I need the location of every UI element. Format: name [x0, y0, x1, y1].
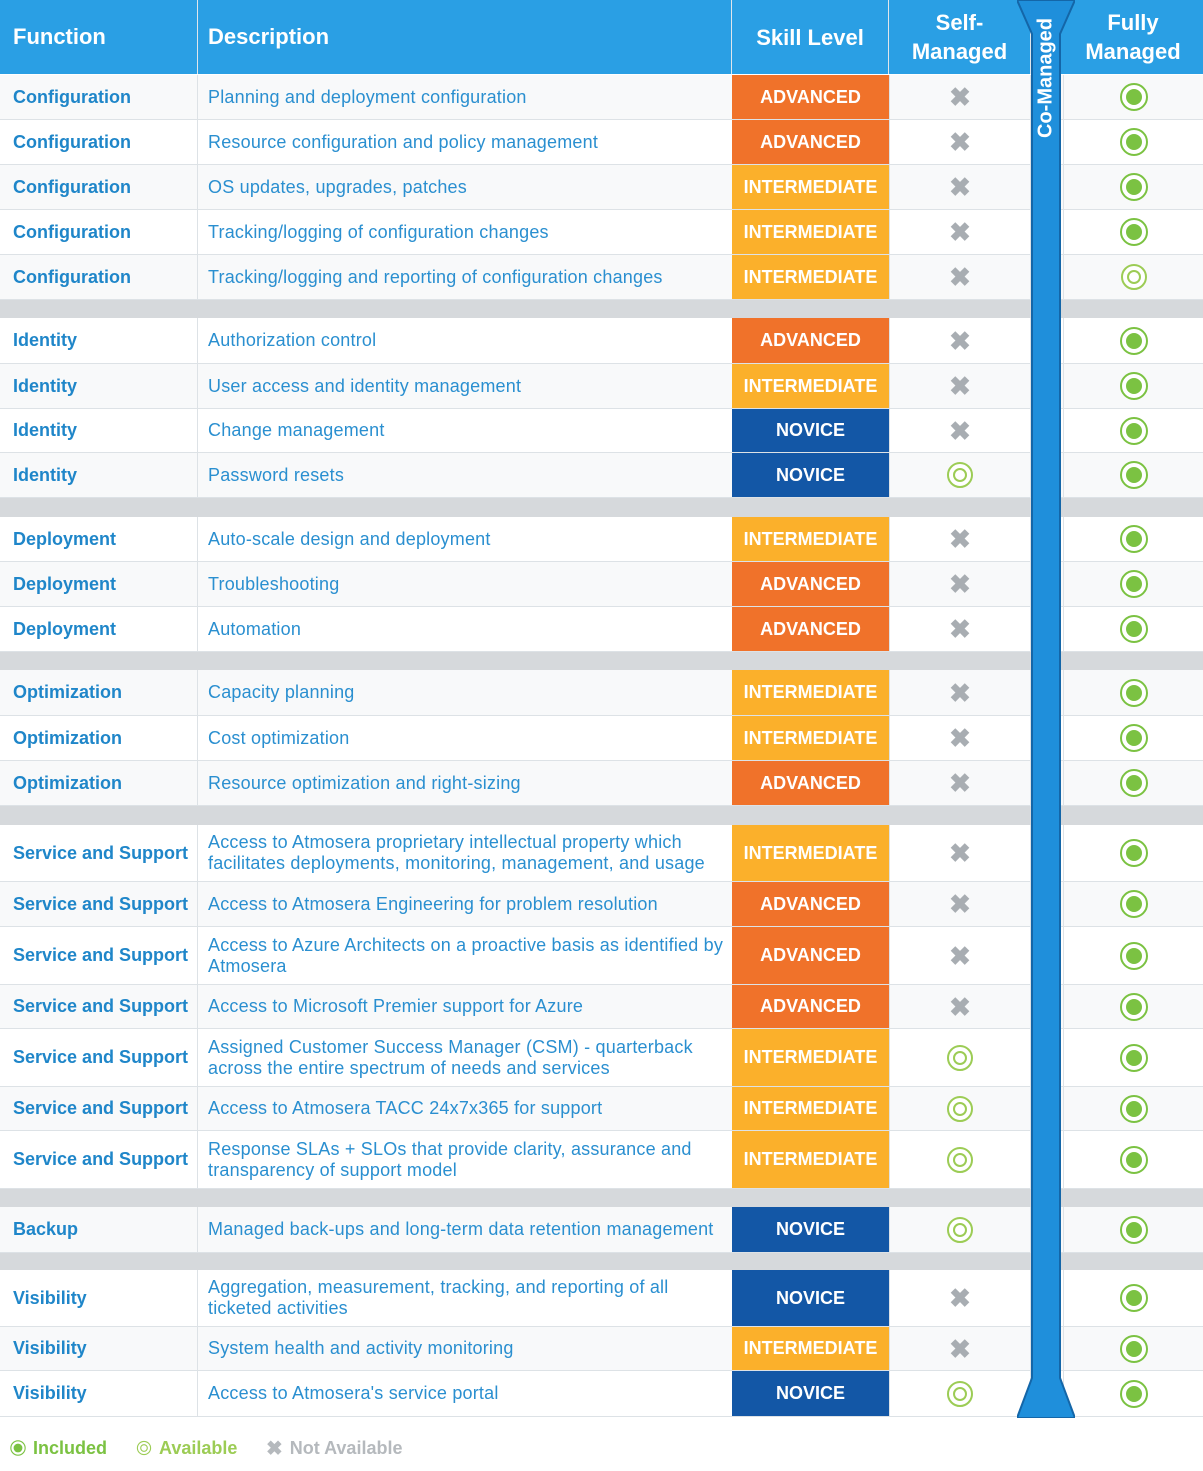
- self-managed-cell: [889, 318, 1031, 363]
- included-icon: [1120, 1284, 1148, 1312]
- included-icon: [1120, 83, 1148, 111]
- description-cell: Tracking/logging of configuration changes: [208, 221, 549, 242]
- self-managed-cell: [889, 120, 1031, 164]
- header-fully-managed: Fully Managed: [1085, 10, 1181, 64]
- description-cell: Change management: [208, 420, 385, 440]
- included-icon: [1120, 128, 1148, 156]
- function-cell: Deployment: [0, 562, 198, 606]
- included-icon: [1120, 461, 1148, 489]
- not-available-icon: ✖: [266, 1437, 283, 1460]
- description-cell: User access and identity management: [208, 375, 522, 396]
- fully-managed-cell: [1063, 210, 1203, 254]
- self-managed-cell: [889, 607, 1031, 651]
- description-cell: Automation: [208, 618, 302, 639]
- fully-managed-cell: [1063, 1029, 1203, 1086]
- header-skill-level: Skill Level: [732, 0, 889, 74]
- not-available-icon: ✖: [949, 889, 971, 919]
- skill-level-badge: INTERMEDIATE: [732, 1029, 889, 1086]
- function-cell: Backup: [0, 1207, 198, 1252]
- skill-level-badge: ADVANCED: [732, 927, 889, 984]
- function-cell: Identity: [0, 409, 198, 452]
- fully-managed-cell: [1063, 165, 1203, 209]
- included-icon: [1120, 724, 1148, 752]
- fully-managed-cell: [1063, 761, 1203, 805]
- skill-level-badge: INTERMEDIATE: [732, 1087, 889, 1130]
- included-icon: [1120, 1146, 1148, 1174]
- included-icon: [1120, 1216, 1148, 1244]
- description-cell: OS updates, upgrades, patches: [208, 176, 467, 197]
- available-icon: [1121, 264, 1147, 290]
- fully-managed-cell: [1063, 318, 1203, 363]
- self-managed-cell: [889, 1087, 1031, 1130]
- fully-managed-cell: [1063, 1270, 1203, 1326]
- fully-managed-cell: [1063, 1327, 1203, 1370]
- function-cell: Optimization: [0, 761, 198, 805]
- description-cell: Resource optimization and right-sizing: [208, 772, 521, 793]
- not-available-icon: ✖: [949, 127, 971, 157]
- skill-level-badge: NOVICE: [732, 1270, 889, 1326]
- legend-available-label: Available: [159, 1437, 238, 1458]
- description-cell: Tracking/logging and reporting of configuration changes: [208, 266, 663, 287]
- skill-level-badge: ADVANCED: [732, 761, 889, 805]
- available-icon: [947, 1147, 973, 1173]
- fully-managed-cell: [1063, 825, 1203, 881]
- function-cell: Configuration: [0, 120, 198, 164]
- description-cell: Cost optimization: [208, 727, 350, 748]
- description-cell: Authorization control: [208, 330, 377, 350]
- function-cell: Service and Support: [0, 927, 198, 984]
- description-cell: Aggregation, measurement, tracking, and reporting of all ticketed activities: [208, 1277, 669, 1318]
- description-cell: System health and activity monitoring: [208, 1338, 514, 1358]
- fully-managed-cell: [1063, 255, 1203, 299]
- function-cell: Service and Support: [0, 1087, 198, 1130]
- included-icon: [1120, 173, 1148, 201]
- not-available-icon: ✖: [949, 614, 971, 644]
- skill-level-badge: INTERMEDIATE: [732, 670, 889, 715]
- function-cell: Configuration: [0, 165, 198, 209]
- self-managed-cell: [889, 1029, 1031, 1086]
- skill-level-badge: INTERMEDIATE: [732, 825, 889, 881]
- not-available-icon: ✖: [949, 991, 971, 1022]
- legend-available: [136, 1436, 237, 1460]
- description-cell: Password resets: [208, 464, 345, 485]
- function-cell: Service and Support: [0, 985, 198, 1028]
- available-icon: [947, 1381, 973, 1407]
- skill-level-badge: INTERMEDIATE: [732, 364, 889, 408]
- skill-level-badge: ADVANCED: [732, 120, 889, 164]
- included-icon: [1120, 1380, 1148, 1408]
- header-self-managed: Self- Managed: [889, 0, 1031, 74]
- available-icon: [947, 1096, 973, 1122]
- self-managed-cell: [889, 364, 1031, 408]
- function-cell: Deployment: [0, 607, 198, 651]
- function-cell: Visibility: [0, 1327, 198, 1370]
- header-description: Description: [198, 0, 732, 74]
- included-icon: [1120, 525, 1148, 553]
- skill-level-badge: ADVANCED: [732, 985, 889, 1028]
- description-cell: Troubleshooting: [208, 573, 340, 594]
- self-managed-cell: [889, 210, 1031, 254]
- fully-managed-cell: [1063, 120, 1203, 164]
- not-available-icon: ✖: [949, 1333, 971, 1364]
- co-managed-label: Co-Managed: [1034, 18, 1057, 138]
- included-icon: [1120, 327, 1148, 355]
- co-managed-arrow: [1017, 0, 1075, 1418]
- included-icon: [1120, 570, 1148, 598]
- description-cell: Assigned Customer Success Manager (CSM) - quarterback across the entire spectrum of needs and services: [208, 1036, 693, 1078]
- fully-managed-cell: [1063, 75, 1203, 119]
- included-icon: [1120, 890, 1148, 918]
- included-icon: [1120, 993, 1148, 1021]
- skill-level-badge: ADVANCED: [732, 882, 889, 926]
- not-available-icon: ✖: [949, 723, 971, 753]
- skill-level-badge: NOVICE: [732, 453, 889, 497]
- legend-included: [10, 1436, 107, 1460]
- skill-level-badge: NOVICE: [732, 1207, 889, 1252]
- fully-managed-cell: [1063, 882, 1203, 926]
- description-cell: Auto-scale design and deployment: [208, 528, 491, 549]
- fully-managed-cell: [1063, 927, 1203, 984]
- self-managed-cell: [889, 761, 1031, 805]
- function-cell: Service and Support: [0, 1029, 198, 1086]
- fully-managed-cell: [1063, 517, 1203, 561]
- description-cell: Capacity planning: [208, 682, 355, 702]
- function-cell: Service and Support: [0, 825, 198, 881]
- description-cell: Access to Azure Architects on a proactive basis as identified by Atmosera: [208, 934, 724, 976]
- available-icon: [947, 1045, 973, 1071]
- self-managed-cell: [889, 255, 1031, 299]
- included-icon: [1120, 218, 1148, 246]
- fully-managed-cell: [1063, 453, 1203, 497]
- not-available-icon: ✖: [949, 1283, 971, 1313]
- function-cell: Identity: [0, 453, 198, 497]
- function-cell: Configuration: [0, 210, 198, 254]
- description-cell: Planning and deployment configuration: [208, 86, 527, 107]
- legend-not-available: [266, 1436, 402, 1460]
- function-cell: Optimization: [0, 670, 198, 715]
- function-cell: Configuration: [0, 75, 198, 119]
- self-managed-cell: [889, 825, 1031, 881]
- fully-managed-cell: [1063, 670, 1203, 715]
- fully-managed-cell: [1063, 562, 1203, 606]
- available-icon: [137, 1441, 151, 1455]
- fully-managed-cell: [1063, 1371, 1203, 1416]
- self-managed-cell: [889, 165, 1031, 209]
- function-cell: Service and Support: [0, 1131, 198, 1188]
- included-icon: [1120, 839, 1148, 867]
- self-managed-cell: [889, 1327, 1031, 1370]
- self-managed-cell: [889, 409, 1031, 452]
- skill-level-badge: NOVICE: [732, 409, 889, 452]
- function-cell: Identity: [0, 318, 198, 363]
- function-cell: Optimization: [0, 716, 198, 760]
- self-managed-cell: [889, 517, 1031, 561]
- skill-level-badge: ADVANCED: [732, 607, 889, 651]
- function-cell: Visibility: [0, 1270, 198, 1326]
- included-icon: [1120, 942, 1148, 970]
- available-icon: [947, 1217, 973, 1243]
- description-cell: Access to Atmosera proprietary intellectual property which facilitates deployments, monitoring, management, and usage: [208, 832, 705, 873]
- fully-managed-cell: [1063, 607, 1203, 651]
- self-managed-cell: [889, 453, 1031, 497]
- skill-level-badge: ADVANCED: [732, 318, 889, 363]
- description-cell: Response SLAs + SLOs that provide clarity, assurance and transparency of support model: [208, 1138, 692, 1180]
- self-managed-cell: [889, 716, 1031, 760]
- function-cell: Identity: [0, 364, 198, 408]
- function-cell: Service and Support: [0, 882, 198, 926]
- skill-level-badge: INTERMEDIATE: [732, 210, 889, 254]
- description-cell: Resource configuration and policy management: [208, 131, 599, 152]
- included-icon: [1120, 417, 1148, 445]
- skill-level-badge: INTERMEDIATE: [732, 255, 889, 299]
- not-available-icon: ✖: [949, 768, 971, 798]
- not-available-icon: ✖: [949, 940, 971, 971]
- included-icon: [1120, 679, 1148, 707]
- self-managed-cell: [889, 927, 1031, 984]
- not-available-icon: ✖: [949, 371, 971, 401]
- not-available-icon: ✖: [949, 82, 971, 112]
- self-managed-cell: [889, 670, 1031, 715]
- description-cell: Access to Microsoft Premier support for Azure: [208, 996, 584, 1016]
- self-managed-cell: [889, 1207, 1031, 1252]
- self-managed-cell: [889, 882, 1031, 926]
- skill-level-badge: INTERMEDIATE: [732, 517, 889, 561]
- included-icon: [1120, 615, 1148, 643]
- not-available-icon: ✖: [949, 262, 971, 292]
- fully-managed-cell: [1063, 409, 1203, 452]
- included-icon: [10, 1440, 25, 1455]
- fully-managed-cell: [1063, 364, 1203, 408]
- included-icon: [1120, 1335, 1148, 1363]
- self-managed-cell: [889, 1371, 1031, 1416]
- self-managed-cell: [889, 1270, 1031, 1326]
- description-cell: Managed back-ups and long-term data retention management: [208, 1219, 714, 1239]
- self-managed-cell: [889, 1131, 1031, 1188]
- skill-level-badge: INTERMEDIATE: [732, 1131, 889, 1188]
- not-available-icon: ✖: [949, 172, 971, 202]
- skill-level-badge: ADVANCED: [732, 75, 889, 119]
- skill-level-badge: INTERMEDIATE: [732, 165, 889, 209]
- included-icon: [1120, 1044, 1148, 1072]
- skill-level-badge: NOVICE: [732, 1371, 889, 1416]
- self-managed-cell: [889, 562, 1031, 606]
- fully-managed-cell: [1063, 985, 1203, 1028]
- description-cell: Access to Atmosera TACC 24x7x365 for support: [208, 1098, 603, 1118]
- description-cell: Access to Atmosera Engineering for problem resolution: [208, 893, 658, 914]
- fully-managed-cell: [1063, 716, 1203, 760]
- self-managed-cell: [889, 985, 1031, 1028]
- skill-level-badge: INTERMEDIATE: [732, 716, 889, 760]
- fully-managed-cell: [1063, 1131, 1203, 1188]
- self-managed-cell: [889, 75, 1031, 119]
- available-icon: [947, 462, 973, 488]
- not-available-icon: ✖: [949, 838, 971, 868]
- not-available-icon: ✖: [949, 524, 971, 554]
- legend-not-available-label: Not Available: [289, 1437, 403, 1458]
- included-icon: [1120, 769, 1148, 797]
- fully-managed-cell: [1063, 1087, 1203, 1130]
- not-available-icon: ✖: [949, 415, 971, 446]
- fully-managed-cell: [1063, 1207, 1203, 1252]
- not-available-icon: ✖: [949, 569, 971, 599]
- description-cell: Access to Atmosera's service portal: [208, 1383, 499, 1403]
- function-cell: Deployment: [0, 517, 198, 561]
- header-function: Function: [0, 0, 198, 74]
- function-cell: Configuration: [0, 255, 198, 299]
- not-available-icon: ✖: [949, 217, 971, 247]
- included-icon: [1120, 1095, 1148, 1123]
- included-icon: [1120, 372, 1148, 400]
- legend-included-label: Included: [33, 1437, 108, 1458]
- not-available-icon: ✖: [949, 677, 971, 708]
- skill-level-badge: INTERMEDIATE: [732, 1327, 889, 1370]
- not-available-icon: ✖: [949, 325, 971, 356]
- function-cell: Visibility: [0, 1371, 198, 1416]
- skill-level-badge: ADVANCED: [732, 562, 889, 606]
